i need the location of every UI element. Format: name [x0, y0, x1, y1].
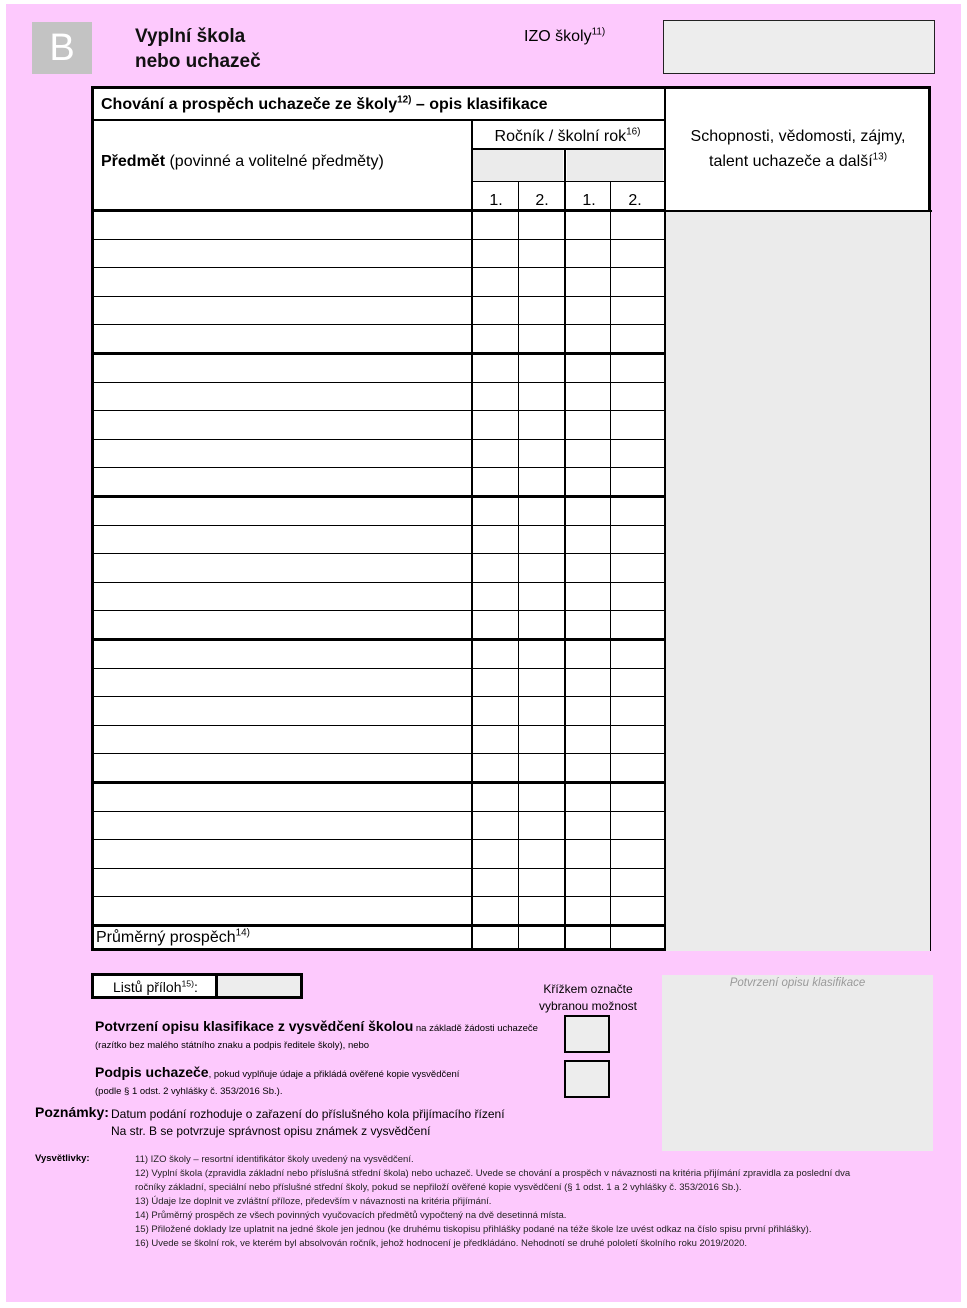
marking-line1: Křížkem označte: [543, 982, 633, 996]
option-applicant-signature: [95, 1064, 459, 1080]
column-1-header: 1.: [489, 192, 503, 209]
year-header: [471, 128, 664, 146]
row-line: [94, 267, 664, 268]
year-header-footnote: 16): [626, 126, 641, 138]
table-title-text: Chování a prospěch uchazeče ze školy: [101, 96, 398, 113]
filled-by-line1: Vyplní škola: [135, 26, 246, 47]
confirmation-stamp-label: Potvrzení opisu klasifikace: [729, 977, 866, 989]
row-line: [94, 582, 664, 583]
year-cell-1: [473, 149, 563, 181]
row-line: [94, 868, 664, 869]
explanation-11: 11) IZO školy – resortní identifikátor školy uvedený na vysvědčení.: [135, 1154, 414, 1165]
year-cell-2: [567, 149, 663, 181]
confirmation-stamp-area[interactable]: [662, 975, 933, 1151]
table-title-footnote: 12): [397, 94, 412, 106]
explanation-12-cont: ročníky základní, speciální nebo příslušné střední školy, pokud se nepřiloží ověřené kopie vysvědčení (§ 1 odst. 1 a 2 vyhlášky č. 353/2016 Sb.).: [135, 1182, 742, 1193]
col-line: [664, 86, 666, 951]
col-line: [610, 181, 611, 951]
table-title-rest: – opis klasifikace: [411, 96, 548, 113]
header-bottom-line: [94, 210, 932, 212]
skills-header: [664, 124, 932, 174]
option-applicant-bold: Podpis uchazeče: [95, 1064, 209, 1080]
filled-by-line2: nebo uchazeč: [135, 51, 261, 72]
year-line-2: [471, 181, 664, 182]
option-applicant-note: (podle § 1 odst. 2 vyhlášky č. 353/2016 Sb.).: [95, 1086, 283, 1097]
row-line: [94, 296, 664, 297]
izo-input[interactable]: [663, 20, 935, 74]
skills-header-line2-text: talent uchazeče a další: [709, 153, 873, 170]
option-school-rest: na základě žádosti uchazeče: [413, 1023, 538, 1034]
year-header-text: Ročník / školní rok: [494, 128, 627, 145]
row-line: [94, 696, 664, 697]
row-line: [94, 610, 664, 611]
col-line: [518, 181, 519, 951]
attachments-count-input[interactable]: [215, 973, 303, 999]
column-2-header: 2.: [535, 192, 549, 209]
row-line: [94, 811, 664, 812]
explanation-15: 15) Přiložené doklady lze uplatnit na jedné škole jen jednou (ke druhému tiskopisu přihlášky podané na téže škole lze uvést odkaz na číslo spisu první přihlášky).: [135, 1224, 812, 1235]
row-line: [94, 638, 664, 641]
skills-header-line2: [664, 149, 932, 174]
attachments-colon: :: [194, 979, 198, 995]
explanations-label: Vysvětlivky:: [35, 1153, 90, 1164]
izo-footnote: 11): [591, 26, 606, 38]
column-4-header: 2.: [628, 192, 642, 209]
row-line: [94, 324, 664, 325]
attachments-label-text: Listů příloh: [113, 979, 182, 995]
marking-line2: vybranou možnost: [538, 999, 638, 1013]
row-line: [94, 781, 664, 784]
row-line: [94, 439, 664, 440]
skills-header-line1: Schopnosti, vědomosti, zájmy,: [690, 128, 906, 145]
marking-instruction: [528, 981, 648, 1015]
row-line: [94, 239, 664, 240]
average-label: [96, 929, 250, 947]
row-line: [94, 525, 664, 526]
skills-fill: [665, 210, 930, 951]
row-line: [94, 467, 664, 468]
row-line: [94, 896, 664, 897]
option-applicant-rest: , pokud vyplňuje údaje a přikládá ověřené kopie vysvědčení: [208, 1069, 460, 1080]
applicant-signature-checkbox[interactable]: [564, 1060, 610, 1098]
col-line: [471, 119, 473, 951]
header-line: [94, 119, 664, 121]
row-line: [94, 410, 664, 411]
row-line: [94, 495, 664, 498]
notes-line2: Na str. B se potvrzuje správnost opisu známek z vysvědčení: [111, 1124, 431, 1138]
row-line: [94, 668, 664, 669]
option-school-note: (razítko bez malého státního znaku a podpis ředitele školy), nebo: [95, 1040, 370, 1051]
average-label-text: Průměrný prospěch: [96, 929, 236, 946]
row-line: [94, 924, 664, 927]
notes-label: Poznámky:: [35, 1104, 109, 1120]
row-line: [94, 382, 664, 383]
attachments-footnote: 15): [181, 978, 195, 989]
section-badge: B: [32, 22, 92, 74]
row-line: [94, 553, 664, 554]
subject-header: [101, 153, 384, 171]
izo-label: [524, 28, 605, 46]
option-school-bold: Potvrzení opisu klasifikace z vysvědčení školou: [95, 1018, 414, 1034]
explanation-13: 13) Údaje lze doplnit ve zvláštní příloze, především v návaznosti na kritéria přijímání.: [135, 1196, 492, 1207]
attachments-label: [113, 979, 198, 995]
column-3-header: 1.: [582, 192, 596, 209]
izo-label-text: IZO školy: [524, 28, 592, 45]
filled-by-label: [135, 24, 261, 74]
option-school-confirmation: [95, 1018, 538, 1034]
row-line: [94, 352, 664, 355]
row-line: [94, 839, 664, 840]
row-line: [94, 753, 664, 754]
skills-header-footnote: 13): [872, 151, 887, 163]
subject-header-bold: Předmět: [101, 153, 166, 170]
notes-line1: Datum podání rozhoduje o zařazení do příslušného kola přijímacího řízení: [111, 1107, 505, 1121]
explanation-14: 14) Průměrný prospěch ze všech povinných vyučovacích předmětů vypočtený na dvě desetinná místa.: [135, 1210, 567, 1221]
row-line: [94, 725, 664, 726]
school-confirmation-checkbox[interactable]: [564, 1015, 610, 1053]
year-line: [471, 148, 664, 150]
explanation-16: 16) Uvede se školní rok, ve kterém byl absolvován ročník, jehož hodnocení je předkládáno. Nehodnotí se druhé pololetí školního roku 2019/2020.: [135, 1238, 748, 1249]
table-title: [101, 96, 548, 114]
explanation-12: 12) Vyplní škola (zpravidla základní nebo příslušná střední škola) nebo uchazeč. Uvede se chování a prospěch v návaznosti na kritéria přijímání zpravidla za poslední dva: [135, 1168, 851, 1179]
col-line: [564, 148, 566, 951]
subject-header-rest: (povinné a volitelné předměty): [165, 153, 384, 170]
average-footnote: 14): [235, 927, 250, 939]
